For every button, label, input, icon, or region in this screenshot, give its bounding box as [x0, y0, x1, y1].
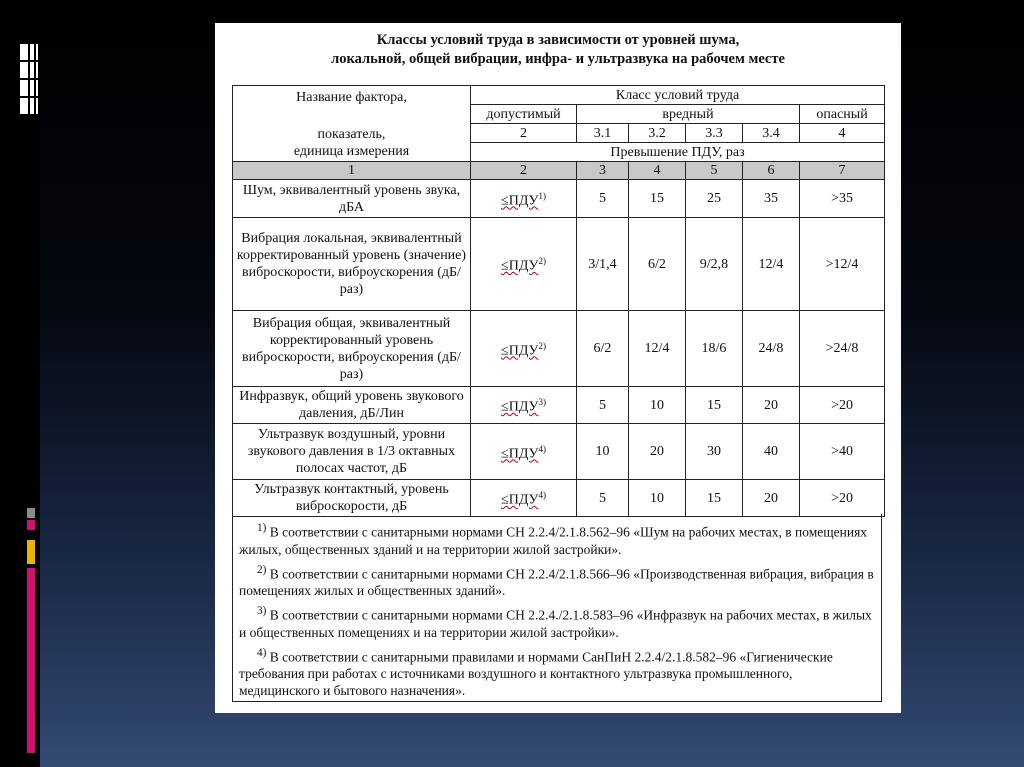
column-number: 3 — [577, 162, 629, 180]
table-row — [233, 480, 885, 517]
footnote: $^{4)}$ В соответствии с санитарными правилами и нормами СанПиН 2.2.4/2.1.8.582–96 «Гигиенические требования при работах с источниками воздушного и контактного ультразвука промышленного, медицинского и бытового назначения». — [239, 646, 833, 698]
pdu-cell: $\le ПДУ^{4)}$ — [471, 424, 577, 480]
pdu-cell: $\le ПДУ^{3)}$ — [471, 387, 577, 424]
column-numbers-row — [233, 162, 885, 180]
table-row — [233, 424, 885, 480]
column-number: 1 — [233, 162, 471, 180]
value-cell: 5 — [577, 180, 629, 218]
class-code: 2 — [471, 124, 577, 143]
value-cell: 5 — [577, 480, 629, 517]
value-cell: >20 — [800, 387, 885, 424]
value-cell: 15 — [629, 180, 686, 218]
factor-name: Инфразвук, общий уровень звукового давления, дБ/Лин — [233, 387, 471, 424]
value-cell: 3/1,4 — [577, 218, 629, 311]
pdu-cell: $\le ПДУ^{4)}$ — [471, 480, 577, 517]
class-title: Класс условий труда — [471, 86, 885, 105]
class-code: 4 — [800, 124, 885, 143]
class-code: 3.2 — [629, 124, 686, 143]
factor-name: Ультразвук контактный, уровень виброскорости, дБ — [233, 480, 471, 517]
value-cell: 6/2 — [577, 311, 629, 387]
class-code: 3.3 — [686, 124, 743, 143]
value-cell: 15 — [686, 480, 743, 517]
value-cell: 30 — [686, 424, 743, 480]
value-cell: 25 — [686, 180, 743, 218]
class-code: 3.1 — [577, 124, 629, 143]
value-cell: >20 — [800, 480, 885, 517]
footnotes — [232, 514, 882, 702]
value-cell: 10 — [577, 424, 629, 480]
permissible-label: допустимый — [471, 105, 577, 124]
value-cell: 20 — [743, 387, 800, 424]
value-cell: 35 — [743, 180, 800, 218]
pdu-cell: $\le ПДУ^{2)}$ — [471, 218, 577, 311]
value-cell: 24/8 — [743, 311, 800, 387]
table-row — [233, 311, 885, 387]
factor-header-cell: Название фактора, показатель, единица измерения — [233, 86, 471, 162]
value-cell: 12/4 — [629, 311, 686, 387]
pdu-cell: $\le ПДУ^{2)}$ — [471, 311, 577, 387]
column-number: 6 — [743, 162, 800, 180]
value-cell: 5 — [577, 387, 629, 424]
column-number: 7 — [800, 162, 885, 180]
column-number: 5 — [686, 162, 743, 180]
value-cell: >12/4 — [800, 218, 885, 311]
factor-name: Шум, эквивалентный уровень звука, дБА — [233, 180, 471, 218]
value-cell: 18/6 — [686, 311, 743, 387]
harmful-label: вредный — [577, 105, 800, 124]
value-cell: 40 — [743, 424, 800, 480]
value-cell: >40 — [800, 424, 885, 480]
value-cell: 20 — [629, 424, 686, 480]
factor-name: Вибрация общая, эквивалентный корректированный уровень виброскорости, виброускорения (дБ/раз) — [233, 311, 471, 387]
footnote: $^{1)}$ В соответствии с санитарными нормами СН 2.2.4/2.1.8.562–96 «Шум на рабочих местах, в помещениях жилых, общественных зданий и на территории жилой застройки». — [239, 522, 868, 557]
dangerous-label: опасный — [800, 105, 885, 124]
conditions-table — [232, 85, 885, 517]
document-page — [215, 23, 901, 713]
column-number: 2 — [471, 162, 577, 180]
pdu-cell: $\le ПДУ^{1)}$ — [471, 180, 577, 218]
footnote: $^{3)}$ В соответствии с санитарными нормами СН 2.2.4./2.1.8.583–96 «Инфразвук на рабочих местах, в жилых и общественных помещениях и на территории жилой застройки». — [239, 605, 872, 640]
table-row — [233, 387, 885, 424]
class-code: 3.4 — [743, 124, 800, 143]
page-title: Классы условий труда в зависимости от уровней шума, локальной, общей вибрации, инфра- и ультразвука на рабочем месте — [331, 32, 785, 67]
value-cell: 6/2 — [629, 218, 686, 311]
table-row — [233, 180, 885, 218]
footnote: $^{2)}$ В соответствии с санитарными нормами СН 2.2.4/2.1.8.566–96 «Производственная вибрация, вибрация в помещениях жилых и общественных зданий». — [239, 563, 874, 598]
value-cell: 15 — [686, 387, 743, 424]
value-cell: 20 — [743, 480, 800, 517]
value-cell: >35 — [800, 180, 885, 218]
table-row — [233, 218, 885, 311]
value-cell: 12/4 — [743, 218, 800, 311]
value-cell: >24/8 — [800, 311, 885, 387]
value-cell: 10 — [629, 480, 686, 517]
exceed-label: Превышение ПДУ, раз — [471, 143, 885, 162]
factor-name: Вибрация локальная, эквивалентный корректированный уровень (значение) виброскорости, виброускорения (дБ/раз) — [233, 218, 471, 311]
value-cell: 10 — [629, 387, 686, 424]
value-cell: 9/2,8 — [686, 218, 743, 311]
factor-name: Ультразвук воздушный, уровни звукового давления в 1/3 октавных полосах частот, дБ — [233, 424, 471, 480]
column-number: 4 — [629, 162, 686, 180]
